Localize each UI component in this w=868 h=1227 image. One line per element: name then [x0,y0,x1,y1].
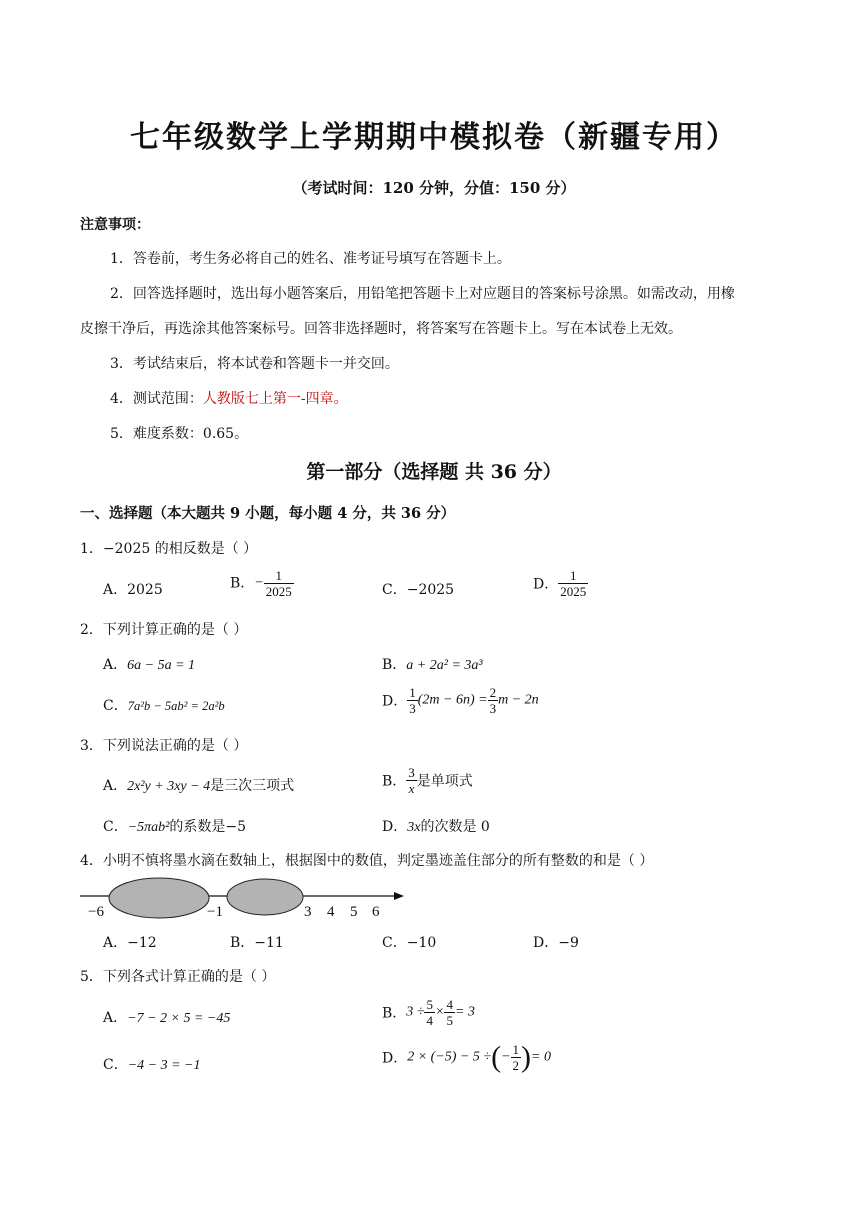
fraction: $\frac{2}{3}$ [489,685,497,716]
fraction: $\frac{3}{x}$ [408,765,415,796]
axis-label-6: 6 [372,904,380,920]
ink-blot-right [227,879,303,915]
question-1-option-d: D． $\frac{1}{2025}$ [533,568,587,599]
axis-label-4: 4 [327,904,335,920]
question-4-option-c: C．−10 [382,935,437,951]
note-item-5: 5．难度系数：0.65。 [110,426,249,442]
question-2-option-c: C．7a²b − 5ab² = 2a²b [103,698,225,714]
question-3-option-d: D．3x的次数是 0 [382,819,490,835]
fraction: $\frac{5}{4}$ [426,997,433,1028]
section-title: 一、选择题（本大题共 9 小题，每小题 4 分，共 36 分） [80,505,456,522]
fraction: $\frac{1}{2}$ [512,1042,520,1073]
axis-label-5: 5 [350,904,358,920]
question-2-option-b: B．a + 2a² = 3a³ [382,657,483,673]
axis-label-3: 3 [304,904,312,920]
note-item-4 [110,388,348,408]
question-1-option-c: C．−2025 [382,582,455,598]
question-3-option-a: A．2x²y + 3xy − 4是三次三项式 [103,778,295,794]
question-5-option-b: B．3 ÷ $\frac{5}{4}$ × $\frac{4}{5}$ = 3 [382,997,475,1028]
scope-value: 人教版七上第一-四章。 [202,391,348,407]
question-3-option-c: C．−5πab²的系数是−5 [103,819,247,835]
question-2-option-a: A．6a − 5a = 1 [103,657,196,673]
exam-info: （考试时间：120 分钟，分值：150 分） [292,179,576,197]
question-4-stem: 4．小明不慎将墨水滴在数轴上，根据图中的数值，判定墨迹盖住部分的所有整数的和是（ ） [80,853,654,869]
note-item-2-cont: 皮擦干净后，再选涂其他答案标号。回答非选择题时，将答案写在答题卡上。写在本试卷上无效。 [80,321,682,337]
question-4-option-b: B．−11 [230,935,284,951]
part-title: 第一部分（选择题 共 36 分） [306,461,562,483]
question-5-stem: 5．下列各式计算正确的是（ ） [80,969,276,985]
question-2-stem: 2．下列计算正确的是（ ） [80,622,248,638]
notes-heading: 注意事项： [80,217,150,233]
right-paren-icon: ) [521,1040,532,1074]
note-item-1: 1．答卷前，考生务必将自己的姓名、准考证号填写在答题卡上。 [110,251,511,267]
question-1-stem: 1．−2025 的相反数是（ ） [80,541,258,557]
fraction: $\frac{4}{5}$ [446,997,453,1028]
left-paren-icon: ( [491,1040,502,1074]
question-3-stem: 3．下列说法正确的是（ ） [80,738,248,754]
question-1-option-a: A．2025 [103,582,163,598]
fraction: $\frac{1}{3}$ [409,685,416,716]
question-5-option-d: D．2 × (−5) − 5 ÷(− $\frac{1}{2}$ )= 0 [382,1040,551,1074]
question-1-option-b: B．− $\frac{1}{2025}$ [230,568,292,599]
question-3-option-b: B． $\frac{3}{x}$ 是单项式 [382,765,473,796]
fraction: $\frac{1}{2025}$ [265,568,292,599]
question-4-option-d: D．−9 [533,935,579,951]
scope-label: 4．测试范围： [110,391,203,407]
ink-blot-left [109,878,209,918]
number-line-figure [78,876,408,924]
axis-label-neg6: −6 [88,904,104,920]
note-item-2: 2．回答选择题时，选出每小题答案后，用铅笔把答题卡上对应题目的答案标号涂黑。如需改动，用橡 [110,286,735,302]
axis-label-neg1: −1 [207,904,223,920]
question-5-option-a: A．−7 − 2 × 5 = −45 [103,1010,231,1026]
note-item-3: 3．考试结束后，将本试卷和答题卡一并交回。 [110,356,399,372]
question-4-option-a: A．−12 [103,935,157,951]
question-5-option-c: C．−4 − 3 = −1 [103,1057,201,1073]
question-2-option-d: D． $\frac{1}{3}$ (2m − 6n) = $\frac{2}{3}$ m − 2n [382,685,539,716]
page-title: 七年级数学上学期期中模拟卷（新疆专用） [130,120,738,155]
fraction: $\frac{1}{2025}$ [560,568,587,599]
arrow-head-icon [394,892,404,900]
